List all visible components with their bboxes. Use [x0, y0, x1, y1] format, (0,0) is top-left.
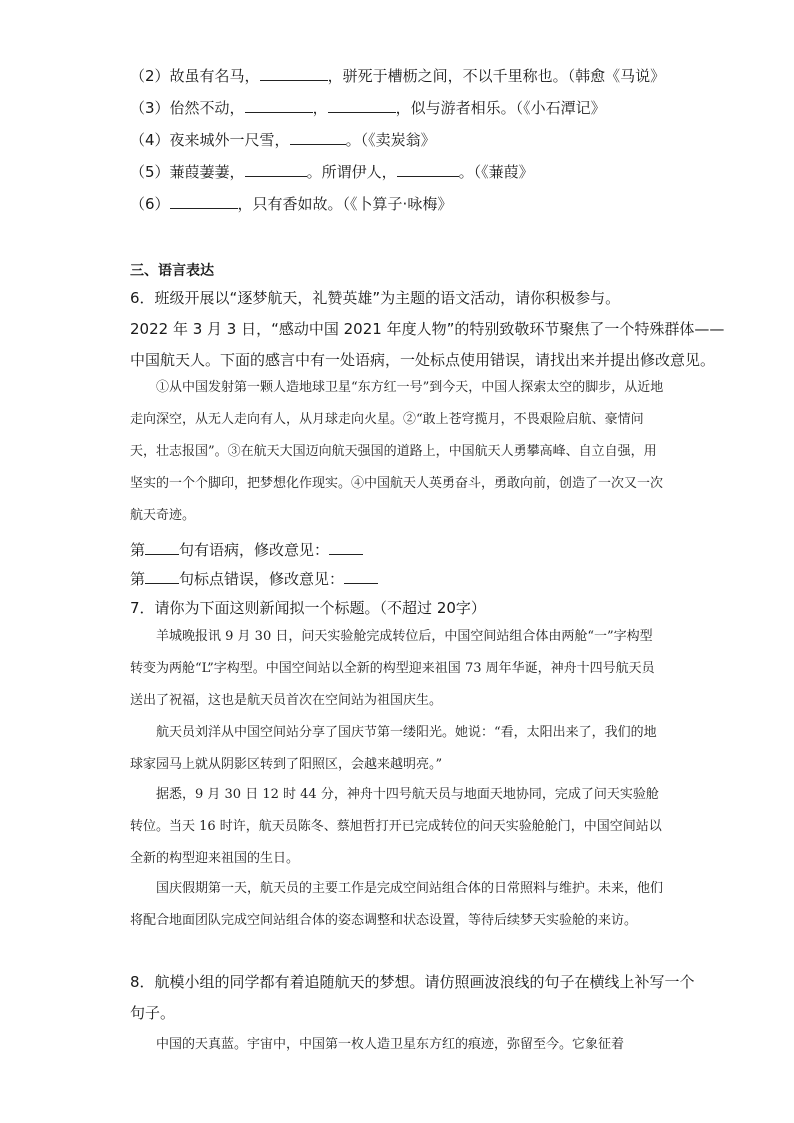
blank-line[interactable] [245, 96, 313, 113]
text-segment: 夜来城外一尺雪， [169, 131, 290, 149]
fill-line-2 [130, 64, 665, 87]
question-7-prompt: 7．请你为下面这则新闻拟一个标题。（不超过 20字） [130, 599, 486, 617]
fill-line-5 [130, 160, 534, 183]
blank-line[interactable] [245, 160, 307, 177]
text-segment: ，似与游者相乐。（《小石潭记》 [395, 99, 606, 117]
fill-line-6 [130, 192, 452, 215]
text-segment: 。所谓伊人， [306, 163, 397, 181]
blank-line[interactable] [344, 567, 378, 584]
news-paragraph-2: 航天员刘洋从中国空间站分享了国庆节第一缕阳光。她说：“看，太阳出来了，我们的地球家园马上就从阴影区转到了阳照区，会越来越明亮。” [130, 725, 657, 772]
text-segment: ，只有香如故。（《卜算子·咏梅》 [237, 195, 453, 213]
question-6-prompt: 6．班级开展以“逐梦航天，礼赞英雄”为主题的语文活动，请你积极参与。 [130, 289, 621, 307]
text-segment: 故虽有名马， [169, 67, 260, 85]
news-paragraph-3: 据悉，9 月 30 日 12 时 44 分，神舟十四号航天员与地面天地协同，完成了问天实验舱转位。当天 16 时许，航天员陈冬、蔡旭哲打开已完成转位的问天实验舱舱门，中国空间站以全新的构型迎来祖国的生日。 [130, 787, 662, 866]
item-number: （3） [130, 99, 170, 117]
fill-line-4 [130, 128, 436, 151]
question-8-passage: 中国的天真蓝。宇宙中，中国第一枚人造卫星东方红的痕迹，弥留至今。它象征着 [156, 1037, 625, 1052]
blank-line[interactable] [170, 192, 238, 209]
question-8-prompt: 8．航模小组的同学都有着追随航天的梦想。请仿照画波浪线的句子在横线上补写一个 [130, 973, 695, 991]
answer-line-punctuation [130, 567, 378, 590]
news-paragraph-1: 羊城晚报讯 9 月 30 日，问天实验舱完成转位后，中国空间站组合体由两舱“一”字构型转变为两舱“L”字构型。中国空间站以全新的构型迎来祖国 73 周年华诞，神舟十四号航天员送出了祝福，这也是航天员首次在空间站为祖国庆生。 [130, 629, 655, 708]
text-segment: ， [312, 99, 328, 117]
section-heading: 三、语言表达 [130, 263, 214, 279]
item-number: （5） [130, 163, 170, 181]
text-segment: 句标点错误，修改意见： [179, 570, 345, 588]
blank-line[interactable] [329, 538, 363, 555]
text-segment: 蒹葭萋萋， [169, 163, 245, 181]
question-6-context-line: 2022 年 3 月 3 日，“感动中国 2021 年度人物”的特别致敬环节聚焦了一个特殊群体—— [130, 320, 725, 338]
question-6-context-line: 中国航天人。下面的感言中有一处语病，一处标点使用错误，请找出来并提出修改意见。 [130, 351, 716, 369]
text-segment: 。（《卖炭翁》 [345, 131, 436, 149]
item-number: （4） [130, 131, 170, 149]
news-paragraph-4: 国庆假期第一天，航天员的主要工作是完成空间站组合体的日常照料与维护。未来，他们将配合地面团队完成空间站组合体的姿态调整和状态设置，等待后续梦天实验舱的来访。 [130, 881, 664, 928]
text-segment: 。（《蒹葭》 [458, 163, 534, 181]
question-6-passage: ①从中国发射第一颗人造地球卫星“东方红一号”到今天，中国人探索太空的脚步，从近地走向深空，从无人走向有人，从月球走向火星。②“敢上苍穹揽月，不畏艰险启航、豪情问天，壮志报国”。③在航天大国迈向航天强国的道路上，中国航天人勇攀高峰、自立自强，用坚实的一个个脚印，把梦想化作现实。④中国航天人英勇奋斗，勇敢向前，创造了一次又一次航天奇迹。 [130, 380, 664, 523]
item-number: （2） [130, 67, 170, 85]
item-number: （6） [130, 195, 170, 213]
blank-line[interactable] [145, 567, 179, 584]
text-segment: 佁然不动， [169, 99, 245, 117]
blank-line[interactable] [397, 160, 459, 177]
blank-line[interactable] [328, 96, 396, 113]
text-segment: 第 [130, 570, 146, 588]
question-8-prompt-cont: 句子。 [130, 1004, 176, 1022]
text-segment: 句有语病，修改意见： [179, 541, 330, 559]
blank-line[interactable] [145, 538, 179, 555]
blank-line[interactable] [290, 128, 346, 145]
blank-line[interactable] [260, 64, 328, 81]
fill-line-3 [130, 96, 606, 119]
text-segment: ，骈死于槽枥之间，不以千里称也。（韩愈《马说》 [327, 67, 666, 85]
answer-line-grammar [130, 538, 363, 561]
text-segment: 第 [130, 541, 146, 559]
